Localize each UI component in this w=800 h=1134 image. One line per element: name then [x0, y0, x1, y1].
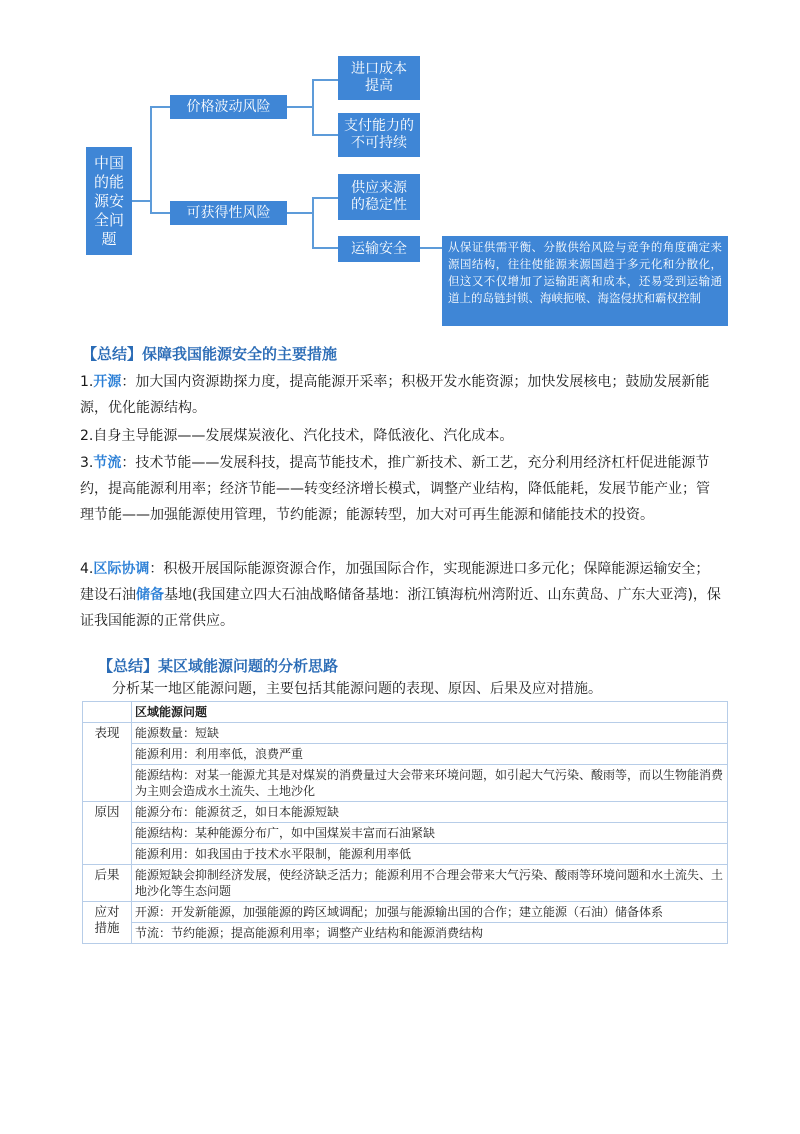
- leaf-supply-stability: 供应来源的稳定性: [338, 174, 420, 220]
- leaf-payment-ability: 支付能力的不可持续: [338, 113, 420, 157]
- category-cell: 应对措施: [83, 902, 132, 944]
- category-cell: 表现: [83, 723, 132, 802]
- summary2-title: 【总结】某区域能源问题的分析思路: [98, 657, 339, 675]
- leaf-transport-safety: 运输安全: [338, 236, 420, 262]
- transport-note: 从保证供需平衡、分散供给风险与竞争的角度确定来源国结构，往往使能源来源国趋于多元化和分散化，但这又不仅增加了运输距离和成本，还易受到运输通道上的岛链封锁、海峡扼喉、海盗侵扰和霸权控制: [442, 236, 728, 326]
- table-header-row: [83, 702, 728, 723]
- table-row: 能源利用：利用率低，浪费严重: [83, 744, 728, 765]
- category-cell: 后果: [83, 865, 132, 902]
- table-row: 原因 能源分布：能源贫乏，如日本能源短缺: [83, 802, 728, 823]
- analysis-table: [82, 701, 728, 944]
- leaf-import-cost: 进口成本提高: [338, 56, 420, 100]
- measure-2: 2.自身主导能源——发展煤炭液化、汽化技术，降低液化、汽化成本。: [80, 428, 514, 444]
- root-node: 中国的能源安全问题: [86, 147, 132, 255]
- table-row: 后果 能源短缺会抑制经济发展，使经济缺乏活力；能源利用不合理会带来大气污染、酸雨等环境问题和水土流失、土地沙化等生态问题: [83, 865, 728, 902]
- table-header: 区域能源问题: [132, 702, 728, 723]
- table-row: 能源结构：对某一能源尤其是对煤炭的消费量过大会带来环境问题，如引起大气污染、酸雨等，而以生物能消费为主则会造成水土流失、土地沙化: [83, 765, 728, 802]
- measure-1: 1.开源：加大国内资源勘探力度，提高能源开采率；积极开发水能资源；加快发展核电；鼓励发展新能源，优化能源结构。: [80, 374, 710, 416]
- branch-availability-risk: 可获得性风险: [170, 201, 287, 225]
- measure-3: 3.节流：技术节能——发展科技，提高节能技术，推广新技术、新工艺，充分利用经济杠杆促进能源节约，提高能源利用率；经济节能——转变经济增长模式，调整产业结构，降低能耗，发展节能产业；管理节能——加强能源使用管理，节约能源；能源转型，加大对可再生能源和储能技术的投资。: [80, 455, 710, 523]
- table-row: 能源利用：如我国由于技术水平限制，能源利用率低: [83, 844, 728, 865]
- summary1-title: 【总结】保障我国能源安全的主要措施: [82, 345, 338, 363]
- branch-price-risk: 价格波动风险: [170, 95, 287, 119]
- table-row: 能源结构：某种能源分布广，如中国煤炭丰富而石油紧缺: [83, 823, 728, 844]
- measure-4: 4.区际协调：积极开展国际能源资源合作，加强国际合作，实现能源进口多元化；保障能源运输安全；建设石油储备基地(我国建立四大石油战略储备基地：浙江镇海杭州湾附近、山东黄岛、广东大亚湾)，保证我国能源的正常供应。: [80, 561, 721, 629]
- summary2-intro: 分析某一地区能源问题，主要包括其能源问题的表现、原因、后果及应对措施。: [112, 681, 602, 697]
- table-row: 应对措施 开源：开发新能源，加强能源的跨区域调配；加强与能源输出国的合作；建立能源（石油）储备体系: [83, 902, 728, 923]
- table-row: 表现 能源数量：短缺: [83, 723, 728, 744]
- category-cell: 原因: [83, 802, 132, 865]
- table-row: 节流：节约能源；提高能源利用率；调整产业结构和能源消费结构: [83, 923, 728, 944]
